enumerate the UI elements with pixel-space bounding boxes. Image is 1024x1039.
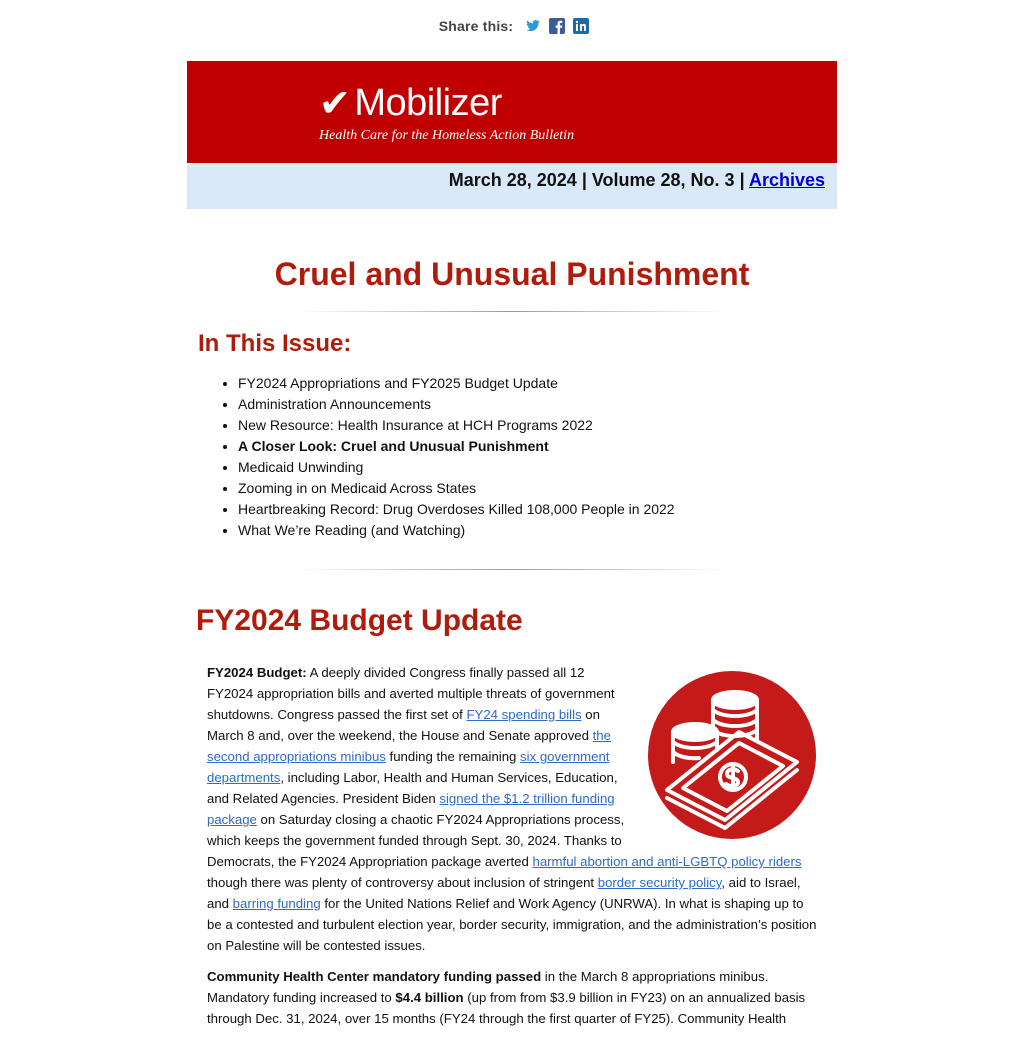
toc-item[interactable]: • A Closer Look: Cruel and Unusual Punishment <box>238 436 675 457</box>
tagline: Health Care for the Homeless Action Bulletin <box>319 128 575 143</box>
link-second-minibus[interactable]: the second appropriations minibus <box>207 728 611 764</box>
lead-text: FY2024 Budget: <box>207 665 307 680</box>
linkedin-icon[interactable] <box>573 18 589 34</box>
logo-text: Mobilizer <box>354 82 502 124</box>
body-text: (up from from $3.9 billion in FY23) on an annualized basis through Dec. 31, 2024, over 15 months (FY24 through the first quarter of FY25). Community Health <box>207 990 806 1026</box>
divider <box>297 569 727 570</box>
toc-heading: In This Issue: <box>198 330 352 357</box>
share-label: Share this: <box>438 18 514 34</box>
body-text: funding the remaining <box>385 749 521 764</box>
link-six-departments[interactable]: six government departments <box>207 749 610 785</box>
money-coins-icon <box>647 670 817 840</box>
dateline <box>449 170 825 191</box>
lead-text: Community Health Center mandatory funding passed <box>207 969 542 984</box>
body-text: in the March 8 appropriations minibus. Mandatory funding increased to <box>207 969 769 1005</box>
divider <box>297 311 727 312</box>
dateline-bar <box>187 163 837 209</box>
link-policy-riders[interactable]: harmful abortion and anti-LGBTQ policy riders <box>532 854 802 869</box>
facebook-icon[interactable] <box>549 18 565 34</box>
share-bar <box>0 18 1024 40</box>
link-funding-package[interactable]: signed the $1.2 trillion funding package <box>207 791 615 827</box>
twitter-icon[interactable] <box>525 18 541 34</box>
body-text: , aid to Israel, and <box>207 875 801 911</box>
toc-item[interactable]: • FY2024 Appropriations and FY2025 Budget Update <box>238 373 675 394</box>
link-border-security[interactable]: border security policy <box>597 875 722 890</box>
toc-item[interactable]: • Administration Announcements <box>238 394 675 415</box>
link-fy24-spending-bills[interactable]: FY24 spending bills <box>466 707 582 722</box>
archives-link[interactable]: Archives <box>748 170 825 190</box>
toc-item[interactable]: • Zooming in on Medicaid Across States <box>238 478 675 499</box>
body-text: on Saturday closing a chaotic FY2024 Appropriations process, which keeps the government funded through Sept. 30, 2024. Thanks to Democrats, the FY2024 Appropriation package averted <box>207 812 625 869</box>
toc-item[interactable]: • Heartbreaking Record: Drug Overdoses Killed 108,000 People in 2022 <box>238 499 675 520</box>
paragraph-health-center <box>207 966 817 1029</box>
funding-amount: $4.4 billion <box>395 990 464 1005</box>
toc-list <box>198 373 675 541</box>
toc-item[interactable]: • What We’re Reading (and Watching) <box>238 520 675 541</box>
checkmark-icon: ✔ <box>319 83 351 125</box>
link-barring-funding[interactable]: barring funding <box>232 896 321 911</box>
body-text: A deeply divided Congress finally passed all 12 FY2024 appropriation bills and averted multiple threats of government shutdowns. Congress passed the first set of <box>207 665 615 722</box>
share-inner <box>439 18 598 34</box>
body-text: on March 8 and, over the weekend, the House and Senate approved <box>207 707 600 743</box>
body-text: though there was plenty of controversy about inclusion of stringent <box>207 875 598 890</box>
body-text: , including Labor, Health and Human Services, Education, and Related Agencies. President Biden <box>207 770 618 806</box>
section-title: FY2024 Budget Update <box>196 604 523 637</box>
body-text: for the United Nations Relief and Work Agency (UNRWA). In what is shaping up to be a contested and turbulent election year, border security, immigration, and the administration’s position on Palestine will be contested issues. <box>207 896 817 953</box>
issue-title: Cruel and Unusual Punishment <box>274 256 750 292</box>
article-body <box>207 662 817 1039</box>
mobilizer-logo <box>319 81 502 126</box>
toc-item[interactable]: • Medicaid Unwinding <box>238 457 675 478</box>
toc-item[interactable]: • New Resource: Health Insurance at HCH Programs 2022 <box>238 415 675 436</box>
header-banner <box>187 61 837 163</box>
issue-date: March 28, 2024 | Volume 28, No. 3 | <box>448 170 745 190</box>
